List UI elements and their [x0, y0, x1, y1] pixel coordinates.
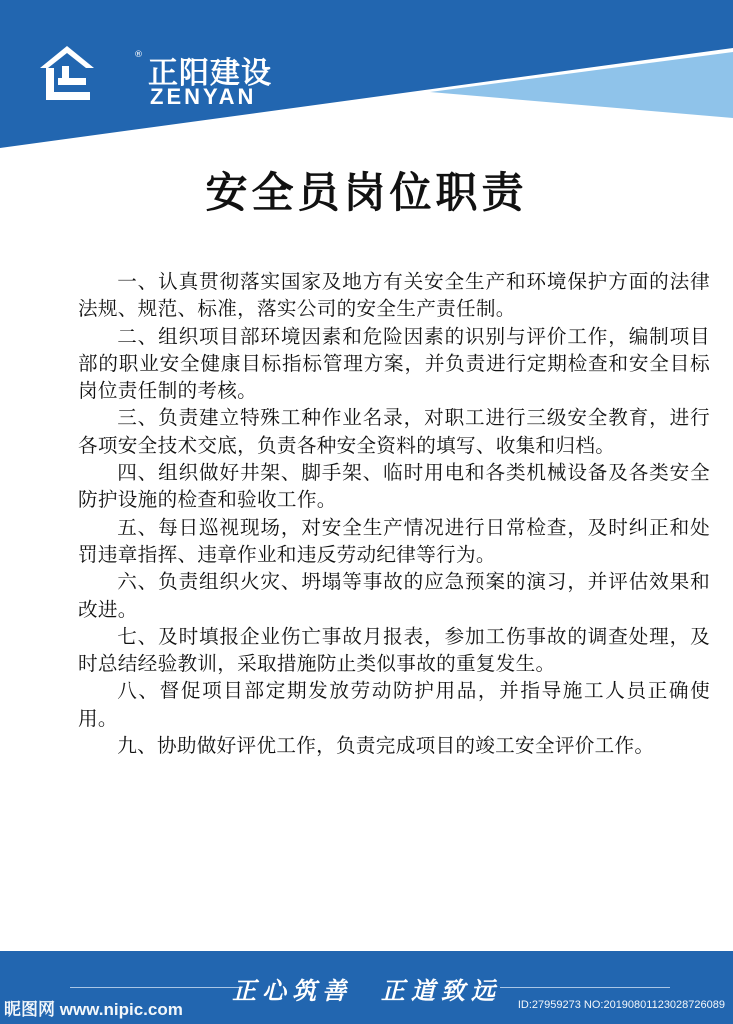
watermark-id: ID:27959273 NO:20190801123028726089: [517, 999, 725, 1011]
house-logo-icon: [38, 44, 96, 102]
duty-item: 二、组织项目部环境因素和危险因素的识别与评价工作，编制项目部的职业安全健康目标指标管理方案，并负责进行定期检查和安全目标岗位责任制的考核。: [78, 324, 710, 403]
footer-banner: [0, 951, 733, 1024]
company-logo: [38, 44, 278, 108]
brand-name-en: ZENYAN: [150, 84, 257, 109]
header-banner: [0, 0, 733, 160]
brand-name-cn: 正阳建设: [148, 56, 272, 91]
duty-item: 五、每日巡视现场，对安全生产情况进行日常检查，及时纠正和处罚违章指挥、违章作业和违反劳动纪律等行为。: [78, 515, 710, 566]
watermark-site: 昵图网 www.nipic.com: [4, 1000, 183, 1019]
duty-item: 四、组织做好井架、脚手架、临时用电和各类机械设备及各类安全防护设施的检查和验收工作。: [78, 461, 710, 512]
page-title: 安全员岗位职责: [205, 168, 528, 217]
duties-list: [78, 268, 710, 759]
duty-item: 一、认真贯彻落实国家及地方有关安全生产和环境保护方面的法律法规、规范、标准，落实公司的安全生产责任制。: [78, 270, 710, 321]
duty-item: 九、协助做好评优工作，负责完成项目的竣工安全评价工作。: [117, 734, 655, 758]
footer-slogan: 正心筑善 正道致远: [232, 976, 501, 1005]
duty-item: 三、负责建立特殊工种作业名录，对职工进行三级安全教育，进行各项安全技术交底，负责各种安全资料的填写、收集和归档。: [78, 406, 710, 457]
registered-mark: ®: [134, 50, 143, 60]
duty-item: 七、及时填报企业伤亡事故月报表，参加工伤事故的调查处理，及时总结经验教训，采取措施防止类似事故的重复发生。: [78, 624, 710, 676]
duty-item: 六、负责组织火灾、坍塌等事故的应急预案的演习，并评估效果和改进。: [78, 570, 710, 621]
duty-item: 八、督促项目部定期发放劳动防护用品，并指导施工人员正确使用。: [78, 679, 710, 730]
